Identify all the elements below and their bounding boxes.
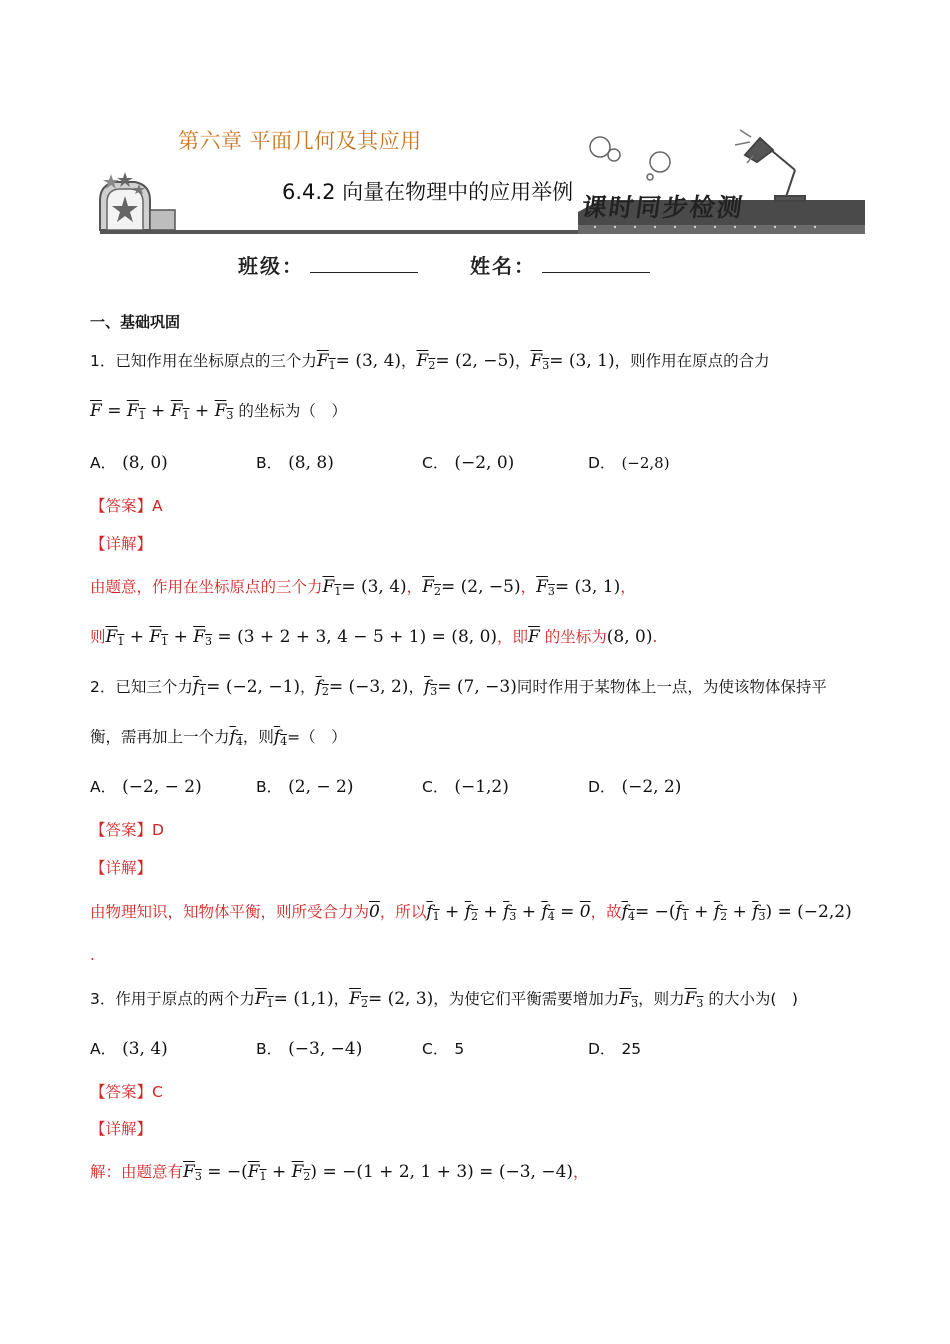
brand-logo-text: 课时同步检测 xyxy=(579,193,746,222)
header-banner xyxy=(95,100,865,240)
class-label: 班级： xyxy=(238,254,304,278)
q1-option-d[interactable]: D． (−2,8) xyxy=(588,454,670,472)
q3-stem: 3．作用于原点的两个力$F_1= (1,1)$，$F_2= (2$, 3)，为使它们平衡需要增加力$F_3$，则力$F_3$ 的大小为( ) xyxy=(90,989,798,1010)
q3-answer: 【答案】C xyxy=(90,1083,163,1101)
vec-F: $\overline{F}$ xyxy=(90,401,102,421)
q2-stem-line1: 2．已知三个力$f_1= (-2$, −1)，$f_2= (-3$, 2)，$f_3= (7$, −3)同时作用于某物体上一点，为使该物体保持平 xyxy=(90,677,827,698)
name-label: 姓名： xyxy=(470,254,536,278)
q2-option-a[interactable]: A． (−2, − 2) xyxy=(90,777,202,797)
vec-F3: $F_3$ xyxy=(530,351,550,372)
vec-f3: $f_3$ xyxy=(423,677,438,698)
q2-stem-line2: 衡，需再加上一个力$f_4$，则$f_4=$（ ） xyxy=(90,727,347,748)
q2-solution-line1: 由物理知识，知物体平衡，则所受合力为0，所以$f_1 + f_2 + f_3 + f_4 = 0$，故$f_4= -(f_1 + f_2 + f_3) = (-2,2)$ xyxy=(90,902,852,923)
chapter-title: 第六章 平面几何及其应用 xyxy=(178,129,422,153)
q1-stem-pre: 1．已知作用在坐标原点的三个力 xyxy=(90,352,317,370)
q1-f2-value: = (2, −5) xyxy=(435,351,515,371)
q3-solution: 解：由题意有$F_3 = -(F_1 + F_2) = -(1 + 2$, 1 + 3) = (−3, −4)， xyxy=(90,1162,589,1183)
q3-option-a[interactable]: A． (3, 4) xyxy=(90,1039,168,1059)
name-field xyxy=(470,250,650,279)
section-title: 6.4.2 向量在物理中的应用举例 xyxy=(282,180,574,204)
section-heading: 一、基础巩固 xyxy=(90,313,181,331)
q1-answer: 【答案】A xyxy=(90,497,163,515)
name-blank[interactable] xyxy=(542,254,650,273)
vec-f1: $f_1$ xyxy=(192,677,207,698)
class-blank[interactable] xyxy=(310,254,418,273)
q3-option-d[interactable]: D． 25 xyxy=(588,1040,642,1058)
q1-detail-label: 【详解】 xyxy=(90,535,153,553)
q2-solution-dot: . xyxy=(90,946,95,964)
q2-detail-label: 【详解】 xyxy=(90,859,153,877)
vec-F2: $F_2$ xyxy=(416,351,436,372)
q1-solution-line1: 由题意，作用在坐标原点的三个力$F_1= (3$, 4)，$F_2= (2$, −5)，$F_3= (3$, 1)， xyxy=(90,577,636,598)
q2-option-c[interactable]: C． (−1,2) xyxy=(422,777,509,797)
banner-graphic xyxy=(95,100,865,240)
q2-option-b[interactable]: B． (2, − 2) xyxy=(256,777,354,797)
desk-lamp-icon xyxy=(745,138,805,201)
q1-f1-value: = (3, 4) xyxy=(335,351,402,371)
q1-stem-line2: $\overline{F} = F_1 + F_1 + F_3$ 的坐标为（ ） xyxy=(90,401,347,422)
q2-option-d[interactable]: D． (−2, 2) xyxy=(588,777,682,797)
q1-f3-value: = (3, 1) xyxy=(549,351,615,371)
q3-option-c[interactable]: C． 5 xyxy=(422,1040,465,1058)
vec-f2: $f_2$ xyxy=(315,677,329,698)
q1-stem-line1: 1．已知作用在坐标原点的三个力$F_1= (3$, 4)，$F_2= (2$, −5)，$F_3= (3$, 1)，则作用在原点的合力 xyxy=(90,351,770,372)
vec-f4: $f_4$ xyxy=(229,727,243,748)
bubbles-decoration xyxy=(590,137,670,180)
q3-detail-label: 【详解】 xyxy=(90,1120,153,1138)
q2-answer: 【答案】D xyxy=(90,821,164,839)
q1-option-b[interactable]: B． (8, 8) xyxy=(256,453,334,473)
star-emblem-icon xyxy=(100,172,175,230)
q1-option-c[interactable]: C． (−2, 0) xyxy=(422,453,515,473)
q3-option-b[interactable]: B． (−3, −4) xyxy=(256,1039,363,1059)
q1-option-a[interactable]: A． (8, 0) xyxy=(90,453,168,473)
q1-solution-line2: 则$F_1 + F_1 + F_3 = (3 + 2 + 3$, 4 − 5 + 1) = (8, 0)，即$\overline{F}$ 的坐标为(8, 0). xyxy=(90,627,658,648)
class-field xyxy=(238,250,418,279)
vec-F1: $F_1$ xyxy=(316,351,336,372)
